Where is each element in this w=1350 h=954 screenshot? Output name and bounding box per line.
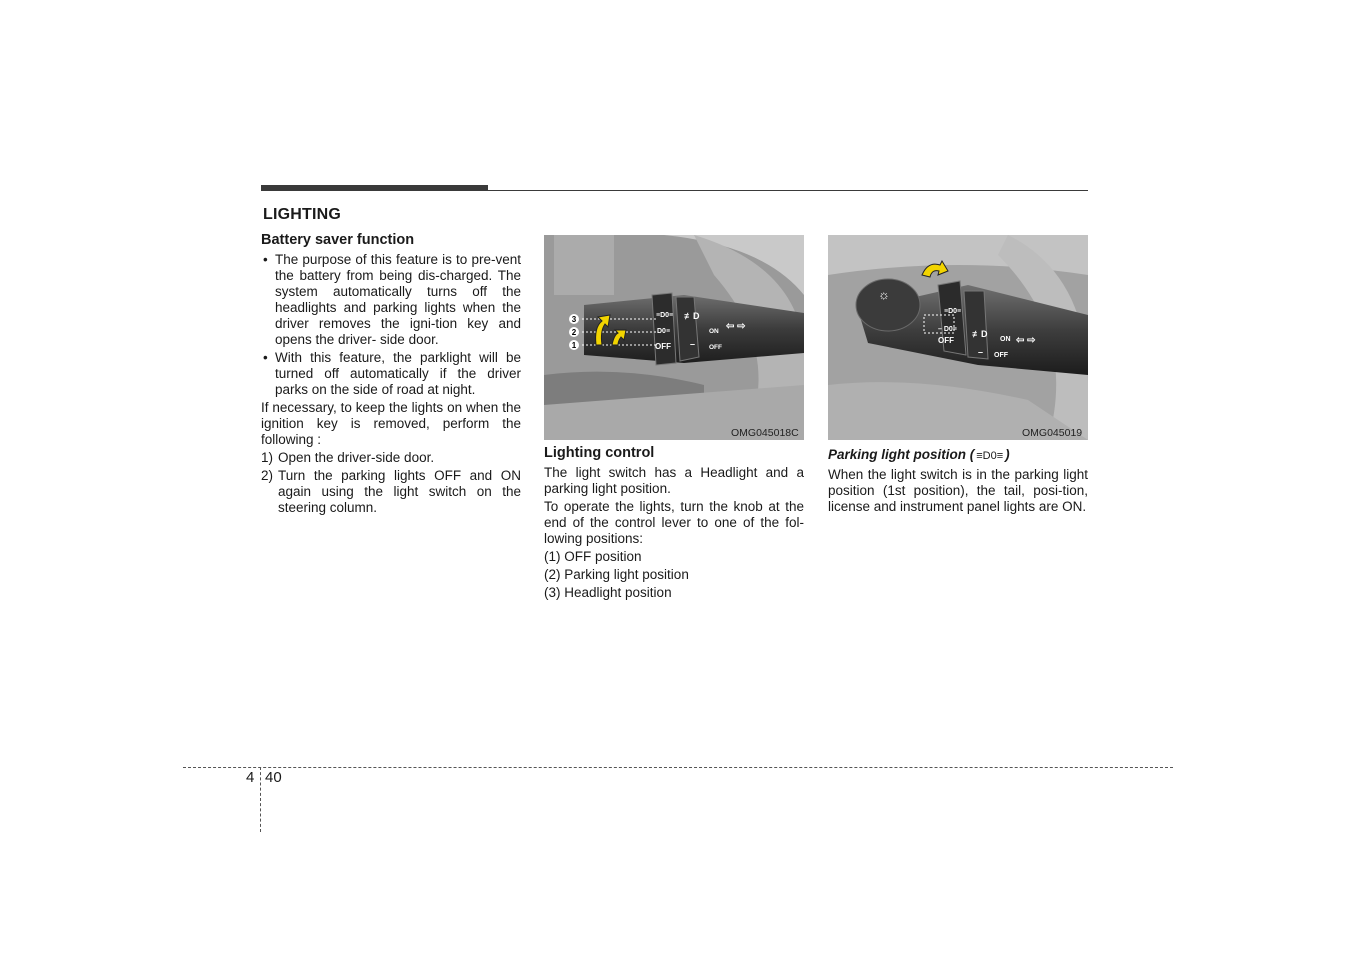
label-parking-icon: ≡D0≡ (656, 312, 674, 319)
section-title: LIGHTING (263, 206, 342, 223)
label-headlight-icon: – D0≡ (938, 326, 957, 333)
list-item (261, 252, 521, 348)
header-rule-thin (488, 190, 1088, 191)
list-item: (3) Headlight position (544, 585, 672, 600)
lighting-control-para-1: The light switch has a Headlight and a parking light position. (544, 465, 804, 496)
label-headlight-icon: D0≡ (657, 328, 671, 335)
minus-mark: – (690, 339, 696, 349)
parking-light-heading (828, 447, 1088, 464)
label-on: ON (709, 328, 719, 335)
parking-light-heading-text: Parking light position ( (828, 447, 975, 462)
footer-vertical-rule (260, 767, 261, 832)
list-item (261, 350, 521, 398)
header-rule-thick (261, 185, 488, 191)
battery-saver-paragraph: If necessary, to keep the lights on when the ignition key is removed, perform the following : (261, 400, 521, 447)
figure-caption: OMG045019 (1022, 427, 1083, 439)
list-item (261, 450, 521, 466)
label-on: ON (1000, 336, 1011, 343)
list-item: (1) OFF position (544, 549, 642, 564)
fog-icon: ≢D (972, 329, 988, 339)
lighting-control-heading: Lighting control (544, 445, 655, 461)
label-off-2: OFF (994, 352, 1008, 359)
lighting-control-para-2: To operate the lights, turn the knob at the end of the control lever to one of the fol-lowing positions: (544, 499, 804, 546)
chapter-number: 4 (246, 769, 255, 786)
bullet-dot: • (263, 350, 268, 365)
page-number: 40 (265, 769, 282, 786)
column-lighting-control (544, 445, 804, 603)
figure-parking-light (828, 235, 1088, 440)
step-number: 2) (261, 468, 274, 483)
figure-lighting-lever (544, 235, 804, 440)
minus-mark: – (978, 347, 984, 357)
lever-illustration (544, 235, 804, 440)
position-1: 1 (571, 341, 577, 350)
battery-saver-heading: Battery saver function (261, 232, 415, 248)
step-number: 1) (261, 450, 274, 465)
step-text: Open the driver-side door. (278, 450, 435, 465)
figure-caption: OMG045018C (731, 427, 799, 439)
label-off: OFF (938, 336, 954, 345)
turn-signal-icon: ⇦ ⇨ (1016, 335, 1036, 346)
lever-illustration (828, 235, 1088, 440)
parking-light-icon: ≡D0≡ (976, 450, 1004, 462)
bullet-dot: • (263, 252, 268, 267)
label-parking-icon: ≡D0≡ (944, 308, 962, 315)
footer-rule (183, 767, 1173, 768)
parking-light-heading-close: ) (1005, 447, 1010, 462)
list-item (261, 468, 521, 516)
turn-signal-icon: ⇦ ⇨ (726, 321, 746, 332)
position-2: 2 (571, 328, 577, 337)
position-3: 3 (571, 315, 577, 324)
headlight-sun-icon: ☼ (878, 287, 890, 302)
bullet-text: The purpose of this feature is to pre-vent the battery from being dis-charged. The system automatically turns off the headlights and parking lights when the driver removes the igni-tion key and opens the driver- side door. (275, 252, 521, 347)
step-text: Turn the parking lights OFF and ON again using the light switch on the steering column. (278, 468, 521, 515)
column-battery-saver (261, 232, 521, 518)
bullet-text: With this feature, the parklight will be turned off automatically if the driver parks on the side of road at night. (275, 350, 521, 397)
fog-icon: ≢D (684, 311, 700, 321)
label-off-2: OFF (709, 344, 722, 351)
label-off: OFF (655, 342, 671, 351)
column-parking-light (828, 447, 1088, 517)
list-item: (2) Parking light position (544, 567, 689, 582)
position-markers (569, 314, 579, 350)
parking-light-paragraph: When the light switch is in the parking light position (1st position), the tail, posi-tion, license and instrument panel lights are ON. (828, 467, 1088, 514)
